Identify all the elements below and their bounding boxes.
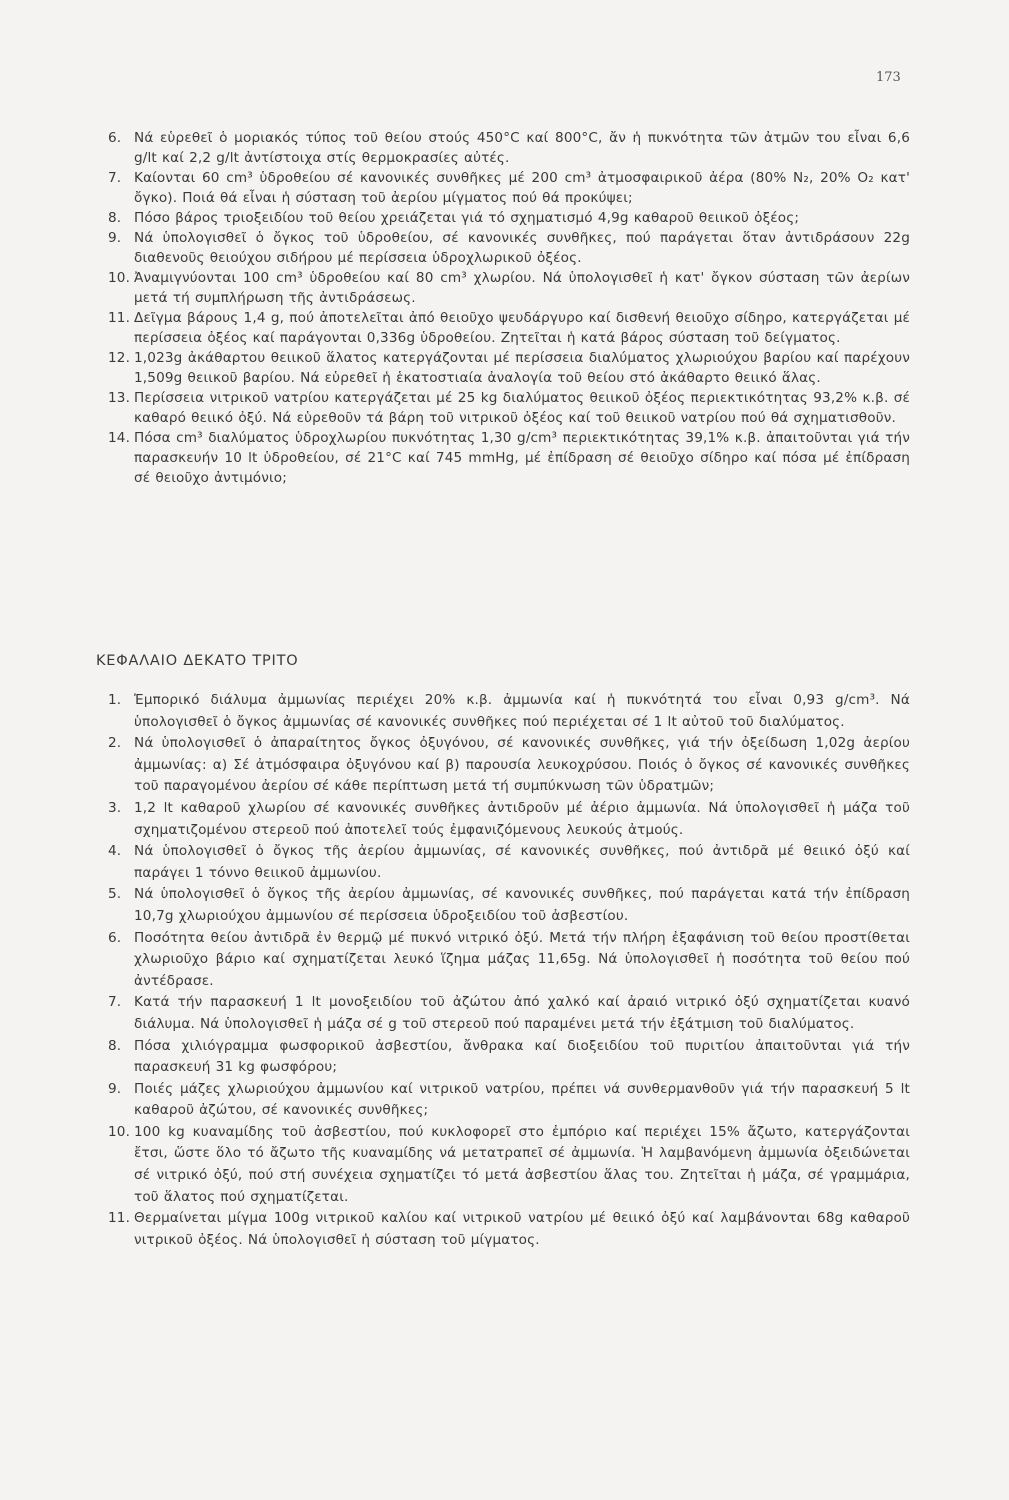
problem-text: 1,2 lt καθαροῦ χλωρίου σέ κανονικές συνθῆκες ἀντιδροῦν μέ ἀέριο ἀμμωνία. Νά ὑπολογισθεῖ ἡ μάζα τοῦ σχηματιζομένου στερεοῦ πού ἀποτελεῖ τούς ἐμφανιζόμενους λευκούς ἀτμούς.: [134, 799, 910, 838]
problem-text: Πόσα χιλιόγραμμα φωσφορικοῦ ἀσβεστίου, ἄνθρακα καί διοξειδίου τοῦ πυριτίου ἀπαιτοῦνται γιά τήν παρασκευή 31 kg φωσφόρου;: [134, 1037, 910, 1076]
problem-text: 1,023g ἀκάθαρτου θειικοῦ ἅλατος κατεργάζονται μέ περίσσεια διαλύματος χλωριούχου βαρίου καί παρέχουν 1,509g θειικοῦ βαρίου. Νά εὑρεθεῖ ἡ ἑκατοστιαία ἀναλογία τοῦ θείου στό ἀκάθαρτο θειικό ἅλας.: [134, 350, 910, 386]
problem-text: Περίσσεια νιτρικοῦ νατρίου κατεργάζεται μέ 25 kg διαλύματος θειικοῦ ὀξέος περιεκτικότητας 93,2% κ.β. σέ καθαρό θειικό ὀξύ. Νά εὑρεθοῦν τά βάρη τοῦ νιτρικοῦ ὀξέος καί τοῦ θειικοῦ νατρίου πού θά σχηματισθοῦν.: [134, 390, 910, 426]
problem-number: 13.: [108, 390, 131, 406]
problem-text: Πόσο βάρος τριοξειδίου τοῦ θείου χρειάζεται γιά τό σχηματισμό 4,9g καθαροῦ θειικοῦ ὀξέος;: [134, 210, 800, 226]
problem-number: 10.: [108, 270, 131, 286]
problem-text: Νά ὑπολογισθεῖ ὁ ὄγκος τῆς ἀερίου ἀμμωνίας, σέ κανονικές συνθῆκες, πού παράγεται κατά τήν ἐπίδραση 10,7g χλωριούχου ἀμμωνίου σέ περίσσεια ὑδροξειδίου τοῦ ἀσβεστίου.: [134, 886, 910, 924]
problem-text: Κατά τήν παρασκευή 1 lt μονοξειδίου τοῦ ἀζώτου ἀπό χαλκό καί ἀραιό νιτρικό ὀξύ σχηματίζεται κυανό διάλυμα. Νά ὑπολογισθεῖ ἡ μάζα σέ g τοῦ στερεοῦ πού παραμένει μετά τήν ἐξάτμιση τοῦ διαλύματος.: [134, 994, 910, 1032]
problem-number: 6.: [108, 929, 122, 946]
problem-text: Θερμαίνεται μίγμα 100g νιτρικοῦ καλίου καί νιτρικοῦ νατρίου μέ θειικό ὀξύ καί λαμβάνονται 68g καθαροῦ νιτρικοῦ ὀξέος. Νά ὑπολογισθεῖ ἡ σύσταση τοῦ μίγματος.: [134, 1210, 910, 1248]
problem-text: Ἐμπορικό διάλυμα ἀμμωνίας περιέχει 20% κ.β. ἀμμωνία καί ἡ πυκνότητά του εἶναι 0,93 g/cm³. Νά ὑπολογισθεῖ ὁ ὄγκος ἀμμωνίας σέ κανονικές συνθῆκες πού περιέχεται σέ 1 lt αὐτοῦ τοῦ διαλύματος.: [134, 692, 910, 730]
problem-number: 9.: [108, 230, 122, 246]
problem-number: 4.: [108, 843, 122, 860]
problem-number: 5.: [108, 886, 122, 903]
problem-number: 7.: [108, 994, 122, 1011]
problem-number: 8.: [108, 210, 122, 226]
problem-number: 10.: [108, 1123, 131, 1140]
problem-item: [98, 1122, 910, 1208]
problem-item: [98, 428, 910, 488]
chapter-title: ΚΕΦΑΛΑΙΟ ΔΕΚΑΤΟ ΤΡΙΤΟ: [96, 653, 299, 669]
problem-item: [98, 798, 910, 841]
problem-item: [98, 884, 910, 927]
problem-item: [98, 208, 910, 228]
problem-number: 3.: [108, 799, 122, 816]
problem-number: 1.: [108, 692, 122, 708]
problem-text: Νά ὑπολογισθεῖ ὁ ὄγκος τῆς ἀερίου ἀμμωνίας, σέ κανονικές συνθῆκες, πού ἀντιδρᾶ μέ θειικό ὀξύ καί παράγει 1 τόννο θειικοῦ ἀμμωνίου.: [134, 843, 910, 881]
problem-item: [98, 1036, 910, 1079]
problem-text: Ἀναμιγνύονται 100 cm³ ὑδροθείου καί 80 cm³ χλωρίου. Νά ὑπολογισθεῖ ἡ κατ' ὄγκον σύσταση τῶν ἀερίων μετά τή συμπλήρωση τῆς ἀντιδράσεως.: [134, 270, 910, 306]
problem-item: [98, 690, 910, 733]
problem-item: [98, 928, 910, 993]
problem-item: [98, 1208, 910, 1251]
problem-number: 7.: [108, 170, 122, 186]
problem-item: [98, 388, 910, 428]
problem-item: [98, 168, 910, 208]
problem-number: 9.: [108, 1080, 122, 1097]
problem-text: 100 kg κυαναμίδης τοῦ ἀσβεστίου, πού κυκλοφορεῖ στο ἐμπόριο καί περιέχει 15% ἄζωτο, κατεργάζονται ἔτσι, ὥστε ὅλο τό ἄζωτο τῆς κυαναμίδης νά μετατραπεῖ σέ ἀμμωνία. Ἡ λαμβανόμενη ἀμμωνία ὀξειδώνεται σέ νιτρικό ὀξύ, πού στή συνέχεια σχηματίζει τό μετά ἀσβεστίου ἅλας του. Ζητεῖται ἡ μάζα, σέ γραμμάρια, τοῦ ἅλατος πού σχηματίζεται.: [134, 1123, 910, 1205]
problem-number: 11.: [108, 1210, 131, 1227]
problem-number: 11.: [108, 310, 131, 326]
problem-item: [98, 733, 910, 798]
problem-item: [98, 308, 910, 348]
problem-item: [98, 992, 910, 1035]
problem-item: [98, 128, 910, 168]
problem-list-top: [98, 128, 910, 488]
problem-text: Ποσότητα θείου ἀντιδρᾶ ἐν θερμῷ μέ πυκνό νιτρικό ὀξύ. Μετά τήν πλήρη ἐξαφάνιση τοῦ θείου προστίθεται χλωριοῦχο βάριο καί σχηματίζεται λευκό ἵζημα μάζας 11,65g. Νά ὑπολογισθεῖ ἡ ποσότητα τοῦ θείου πού ἀντέδρασε.: [134, 929, 910, 989]
problem-text: Νά εὑρεθεῖ ὁ μοριακός τύπος τοῦ θείου στούς 450°C καί 800°C, ἄν ἡ πυκνότητα τῶν ἀτμῶν του εἶναι 6,6 g/lt καί 2,2 g/lt ἀντίστοιχα στίς θερμοκρασίες αὐτές.: [134, 130, 910, 166]
problem-item: [98, 841, 910, 884]
problem-number: 8.: [108, 1037, 122, 1054]
problem-text: Πόσα cm³ διαλύματος ὑδροχλωρίου πυκνότητας 1,30 g/cm³ περιεκτικότητας 39,1% κ.β. ἀπαιτοῦνται γιά τήν παρασκευήν 10 lt ὑδροθείου, σέ 21°C καί 745 mmHg, μέ ἐπίδραση σέ θειοῦχο σίδηρο καί πόσα μέ ἐπίδραση σέ θειοῦχο ἀντιμόνιο;: [134, 430, 910, 486]
problem-number: 12.: [108, 350, 131, 366]
problem-item: [98, 1079, 910, 1122]
problem-text: Δεῖγμα βάρους 1,4 g, πού ἀποτελεῖται ἀπό θειοῦχο ψευδάργυρο καί δισθενή θειοῦχο σίδηρο, κατεργάζεται μέ περίσσεια ὀξέος καί παράγονται 0,336g ὑδροθείου. Ζητεῖται ἡ κατά βάρος σύσταση τοῦ δείγματος.: [134, 310, 910, 346]
problem-text: Καίονται 60 cm³ ὑδροθείου σέ κανονικές συνθῆκες μέ 200 cm³ ἀτμοσφαιρικοῦ ἀέρα (80% N₂, 20% O₂ κατ' ὄγκο). Ποιά θά εἶναι ἡ σύσταση τοῦ ἀερίου μίγματος πού θά προκύψει;: [134, 170, 910, 206]
problem-item: [98, 348, 910, 388]
problem-list-bottom: [98, 690, 910, 1251]
problem-text: Νά ὑπολογισθεῖ ὁ ἀπαραίτητος ὄγκος ὀξυγόνου, σέ κανονικές συνθῆκες, γιά τήν ὀξείδωση 1,02g ἀερίου ἀμμωνίας: α) Σέ ἀτμόσφαιρα ὀξυγόνου καί β) παρουσία λευκοχρύσου. Ποιός ὁ ὄγκος σέ κανονικές συνθῆκες τοῦ παραγομένου ἀερίου σέ κάθε περίπτωση μετά τή συμπύκνωση τῶν ὑδρατμῶν;: [134, 735, 910, 795]
problem-text: Νά ὑπολογισθεῖ ὁ ὄγκος τοῦ ὑδροθείου, σέ κανονικές συνθῆκες, πού παράγεται ὅταν ἀντιδράσουν 22g διαθενοῦς θειούχου σιδήρου μέ περίσσεια ὑδροχλωρικοῦ ὀξέος.: [134, 230, 910, 266]
problem-item: [98, 268, 910, 308]
problem-number: 6.: [108, 130, 122, 146]
problem-number: 14.: [108, 430, 131, 446]
problem-item: [98, 228, 910, 268]
problem-number: 2.: [108, 735, 122, 752]
page-number: 173: [876, 70, 901, 85]
problem-text: Ποιές μάζες χλωριούχου ἀμμωνίου καί νιτρικοῦ νατρίου, πρέπει νά συνθερμανθοῦν γιά τήν παρασκευή 5 lt καθαροῦ ἀζώτου, σέ κανονικές συνθῆκες;: [134, 1080, 910, 1119]
